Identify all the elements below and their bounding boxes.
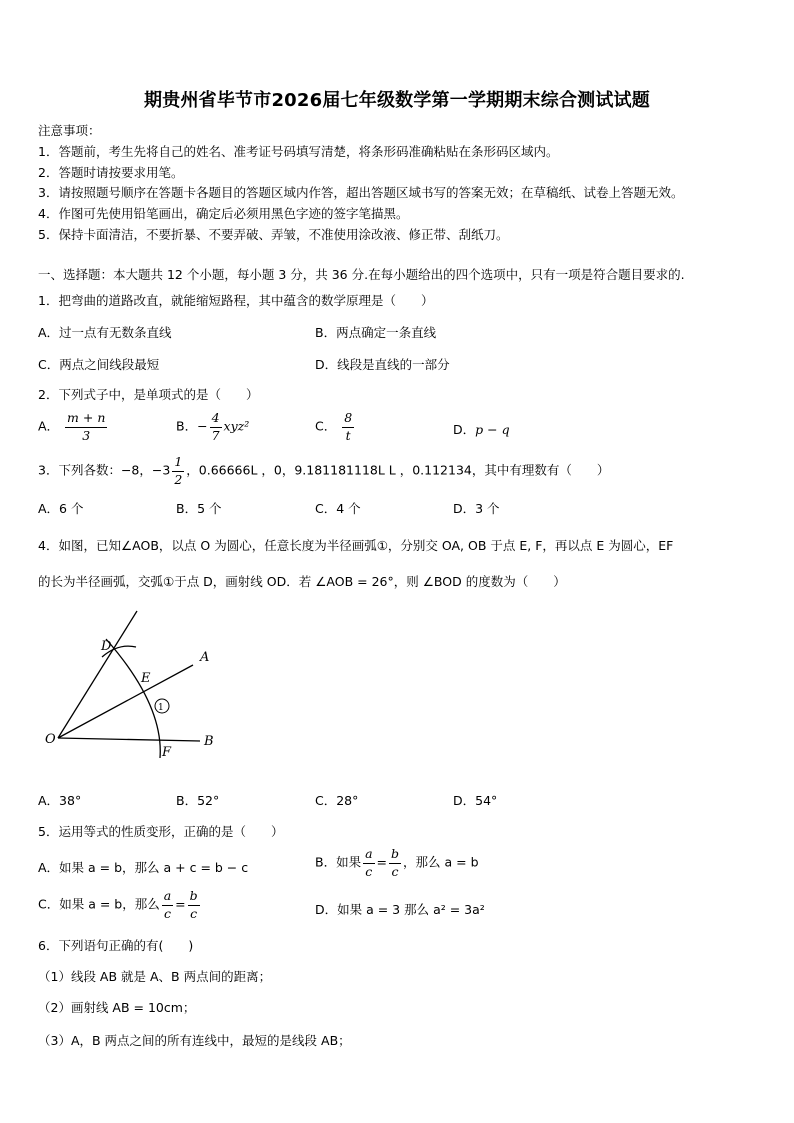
option-suffix: ，那么 a = b xyxy=(403,854,479,870)
ray-ob xyxy=(58,738,200,741)
note-item: 5．保持卡面清洁，不要折暴、不要弄破、弄皱，不准使用涂改液、修正带、刮纸刀。 xyxy=(38,227,509,242)
fraction xyxy=(342,412,354,442)
denominator: c xyxy=(365,863,373,879)
option-prefix: C．如果 a = b，那么 xyxy=(38,896,160,912)
section-heading: 一、选择题：本大题共 12 个小题，每小题 3 分，共 36 分.在每小题给出的四个选项中，只有一项是符合题目要求的. xyxy=(38,267,685,282)
fraction xyxy=(162,890,173,920)
q3-option-a: A．6 个 xyxy=(38,501,84,516)
numerator: a xyxy=(363,848,374,864)
stem-pre: 3．下列各数：−8，−3 xyxy=(38,462,171,478)
numerator: b xyxy=(389,848,401,864)
q5-option-b xyxy=(315,848,479,878)
q4-option-d: D．54° xyxy=(453,793,498,808)
equals-sign: = xyxy=(376,854,388,870)
denominator: c xyxy=(391,863,399,879)
option-label: C． xyxy=(315,418,337,434)
q6-statement-1: （1）线段 AB 就是 A、B 两点间的距离； xyxy=(38,969,272,984)
ray-od xyxy=(58,611,137,738)
q4-option-b: B．52° xyxy=(176,793,220,808)
numerator: 1 xyxy=(172,456,184,472)
fraction xyxy=(65,412,107,442)
label-e: E xyxy=(141,671,151,686)
note-item: 3．请按照题号顺序在答题卡各题目的答题区域内作答，超出答题区域书写的答案无效；在草稿纸、试卷上答题无效。 xyxy=(38,185,684,200)
fraction xyxy=(188,890,200,920)
question-5-stem: 5．运用等式的性质变形，正确的是（ ） xyxy=(38,824,284,839)
q5-option-d: D．如果 a = 3 那么 a² = 3a² xyxy=(315,902,485,917)
q2-option-b xyxy=(176,412,249,442)
denominator: 2 xyxy=(174,471,183,487)
numerator: b xyxy=(188,890,200,906)
label-o: O xyxy=(45,732,56,747)
label-f: F xyxy=(162,745,172,760)
q4-option-c: C．28° xyxy=(315,793,359,808)
option-label: B． xyxy=(176,418,198,434)
q2-option-a xyxy=(38,412,109,442)
label-circle-1: 1 xyxy=(158,703,164,713)
label-a: A xyxy=(200,650,210,665)
denominator: c xyxy=(190,905,198,921)
option-prefix: B．如果 xyxy=(315,854,362,870)
notes-heading: 注意事项： xyxy=(38,123,101,138)
question-6-stem: 6．下列语句正确的有( ) xyxy=(38,938,194,953)
q5-option-a: A．如果 a = b，那么 a + c = b − c xyxy=(38,860,249,875)
q1-option-b: B．两点确定一条直线 xyxy=(315,325,437,340)
expression: p − q xyxy=(475,422,510,437)
fraction xyxy=(210,412,222,442)
q6-statement-2: （2）画射线 AB = 10cm； xyxy=(38,1000,196,1015)
q5-option-c xyxy=(38,890,202,920)
denominator: c xyxy=(163,905,171,921)
denominator: 3 xyxy=(82,427,91,443)
q6-statement-3: （3）A，B 两点之间的所有连线中，最短的是线段 AB； xyxy=(38,1033,351,1048)
option-label: A． xyxy=(38,418,60,434)
note-item: 2．答题时请按要求用笔。 xyxy=(38,165,184,180)
numerator: 8 xyxy=(342,412,354,428)
question-1-stem: 1．把弯曲的道路改直，就能缩短路程，其中蕴含的数学原理是（ ） xyxy=(38,293,434,308)
q2-option-d xyxy=(453,420,510,438)
denominator: 7 xyxy=(211,427,220,443)
q3-option-b: B．5 个 xyxy=(176,501,222,516)
option-label: D． xyxy=(453,422,476,437)
numerator: a xyxy=(162,890,173,906)
question-3-stem xyxy=(38,456,609,486)
q3-option-c: C．4 个 xyxy=(315,501,361,516)
q3-option-d: D．3 个 xyxy=(453,501,500,516)
question-2-stem: 2．下列式子中，是单项式的是（ ） xyxy=(38,387,259,402)
fraction xyxy=(172,456,184,486)
question-4-line-1: 4．如图，已知∠AOB，以点 O 为圆心，任意长度为半径画弧①，分别交 OA, OB 于点 E, F，再以点 E 为圆心，EF xyxy=(38,538,674,553)
angle-construction-figure xyxy=(40,605,230,770)
label-d: D xyxy=(101,639,112,654)
numerator: m + n xyxy=(65,412,107,428)
denominator: t xyxy=(345,427,351,443)
question-4-line-2: 的长为半径画弧，交弧①于点 D，画射线 OD．若 ∠AOB = 26°，则 ∠BOD 的度数为（ ） xyxy=(38,574,566,589)
note-item: 1．答题前，考生先将自己的姓名、准考证号码填写清楚，将条形码准确粘贴在条形码区域内。 xyxy=(38,144,559,159)
q1-option-c: C．两点之间线段最短 xyxy=(38,357,160,372)
minus-sign: − xyxy=(197,418,208,434)
label-b: B xyxy=(204,734,214,749)
q1-option-a: A．过一点有无数条直线 xyxy=(38,325,172,340)
q4-option-a: A．38° xyxy=(38,793,82,808)
numerator: 4 xyxy=(210,412,222,428)
fraction xyxy=(363,848,374,878)
ray-oa xyxy=(58,665,193,738)
page-title: 期贵州省毕节市2026届七年级数学第一学期期末综合测试试题 xyxy=(144,90,650,111)
stem-post: ，0.66666L ，0，9.181181118L L ，0.112134，其中有理数有（ ） xyxy=(186,462,610,478)
note-item: 4．作图可先使用铅笔画出，确定后必须用黑色字迹的签字笔描黑。 xyxy=(38,206,409,221)
equals-sign: = xyxy=(175,896,186,912)
monomial-tail: xyz² xyxy=(223,418,250,434)
fraction xyxy=(389,848,401,878)
q2-option-c xyxy=(315,412,356,442)
q1-option-d: D．线段是直线的一部分 xyxy=(315,357,450,372)
